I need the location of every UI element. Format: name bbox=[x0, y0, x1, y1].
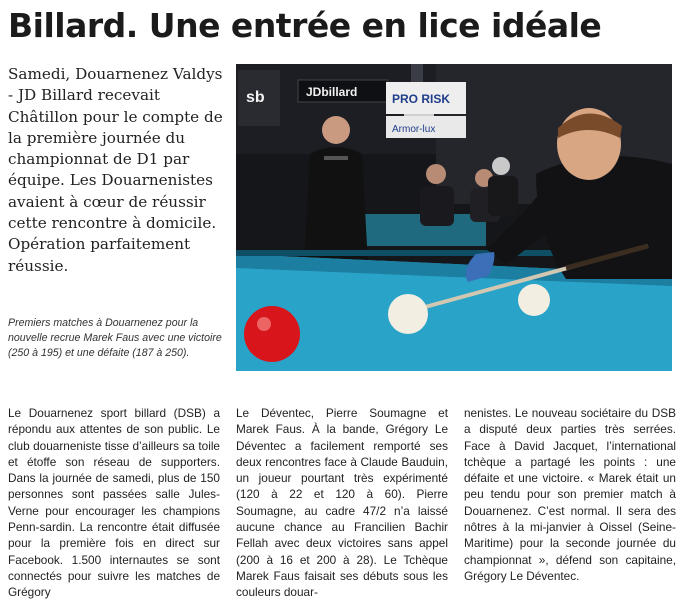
banner-jdbillard bbox=[298, 80, 388, 102]
banner-prorisk bbox=[386, 82, 466, 114]
article-lead: Samedi, Douarnenez Valdys - JD Billard recevait Châtillon pour le compte de la première journée du championnat de D1 par équipe. Les Douarnenistes avaient à cœur de réussir cette rencontre à domicile. Opération parfaitement réussie. bbox=[8, 65, 223, 275]
back-table bbox=[346, 214, 486, 246]
body-column-1: Le Douarnenez sport billard (DSB) a répondu aux attentes de son public. Le club douarneniste tisse d’ailleurs sa toile et étoffe son réseau de supporters. Dans la journée de samedi, plus de 150 personnes sont passées salle Jules-Verne pour encourager les champions Penn-sardin. La rencontre était diffusée pour la première fois en direct sur Facebook. 1.500 internautes se sont connectés pour suivre les matches de Grégory bbox=[8, 406, 220, 600]
body-column-2: Le Déventec, Pierre Soumagne et Marek Faus. À la bande, Grégory Le Déventec a facilement remporté ses deux rencontres face à Claude Bauduin, un joueur pourtant très expérimenté (120 à 22 et 120 à 60). Pierre Soumagne, au cadre 47/2 n’a laissé aucune chance au Francilien Bachir Fellah avec deux victoires sans appel (200 à 16 et 200 à 28). Le Tchèque Marek Faus faisait ses débuts sous les couleurs douar- bbox=[236, 406, 448, 600]
body-column-3: nenistes. Le nouveau sociétaire du DSB a disputé deux parties très serrées. Face à David Jacquet, l’international tchèque a partagé les points : une défaite et une victoire. « Marek était un peu tendu pour son premier match à Douarnenez. C’est normal. Il sera des nôtres à la mi-janvier à Oissel (Seine-Maritime) pour la seconde journée du championnat », défend son capitaine, Grégory Le Déventec. bbox=[464, 406, 676, 583]
banner-prorisk-text: PRO RISK bbox=[392, 92, 451, 106]
billiard-scene bbox=[236, 64, 672, 371]
banner-jdbillard-text: JDbillard bbox=[306, 85, 358, 99]
banner-armorlux-text: Armor-lux bbox=[392, 124, 436, 135]
white-ball-cue bbox=[388, 294, 428, 334]
article-photo bbox=[236, 64, 672, 371]
photo-caption: Premiers matches à Douarnenez pour la nouvelle recrue Marek Faus avec une victoire (250 à 195) et une défaite (187 à 250). bbox=[8, 317, 222, 360]
red-ball bbox=[244, 306, 300, 362]
banner-armorlux bbox=[386, 116, 466, 138]
white-ball-object bbox=[518, 284, 550, 316]
article-headline: Billard. Une entrée en lice idéale bbox=[8, 6, 602, 45]
banner-sb bbox=[238, 70, 280, 126]
banner-sb-text: sb bbox=[246, 89, 265, 106]
